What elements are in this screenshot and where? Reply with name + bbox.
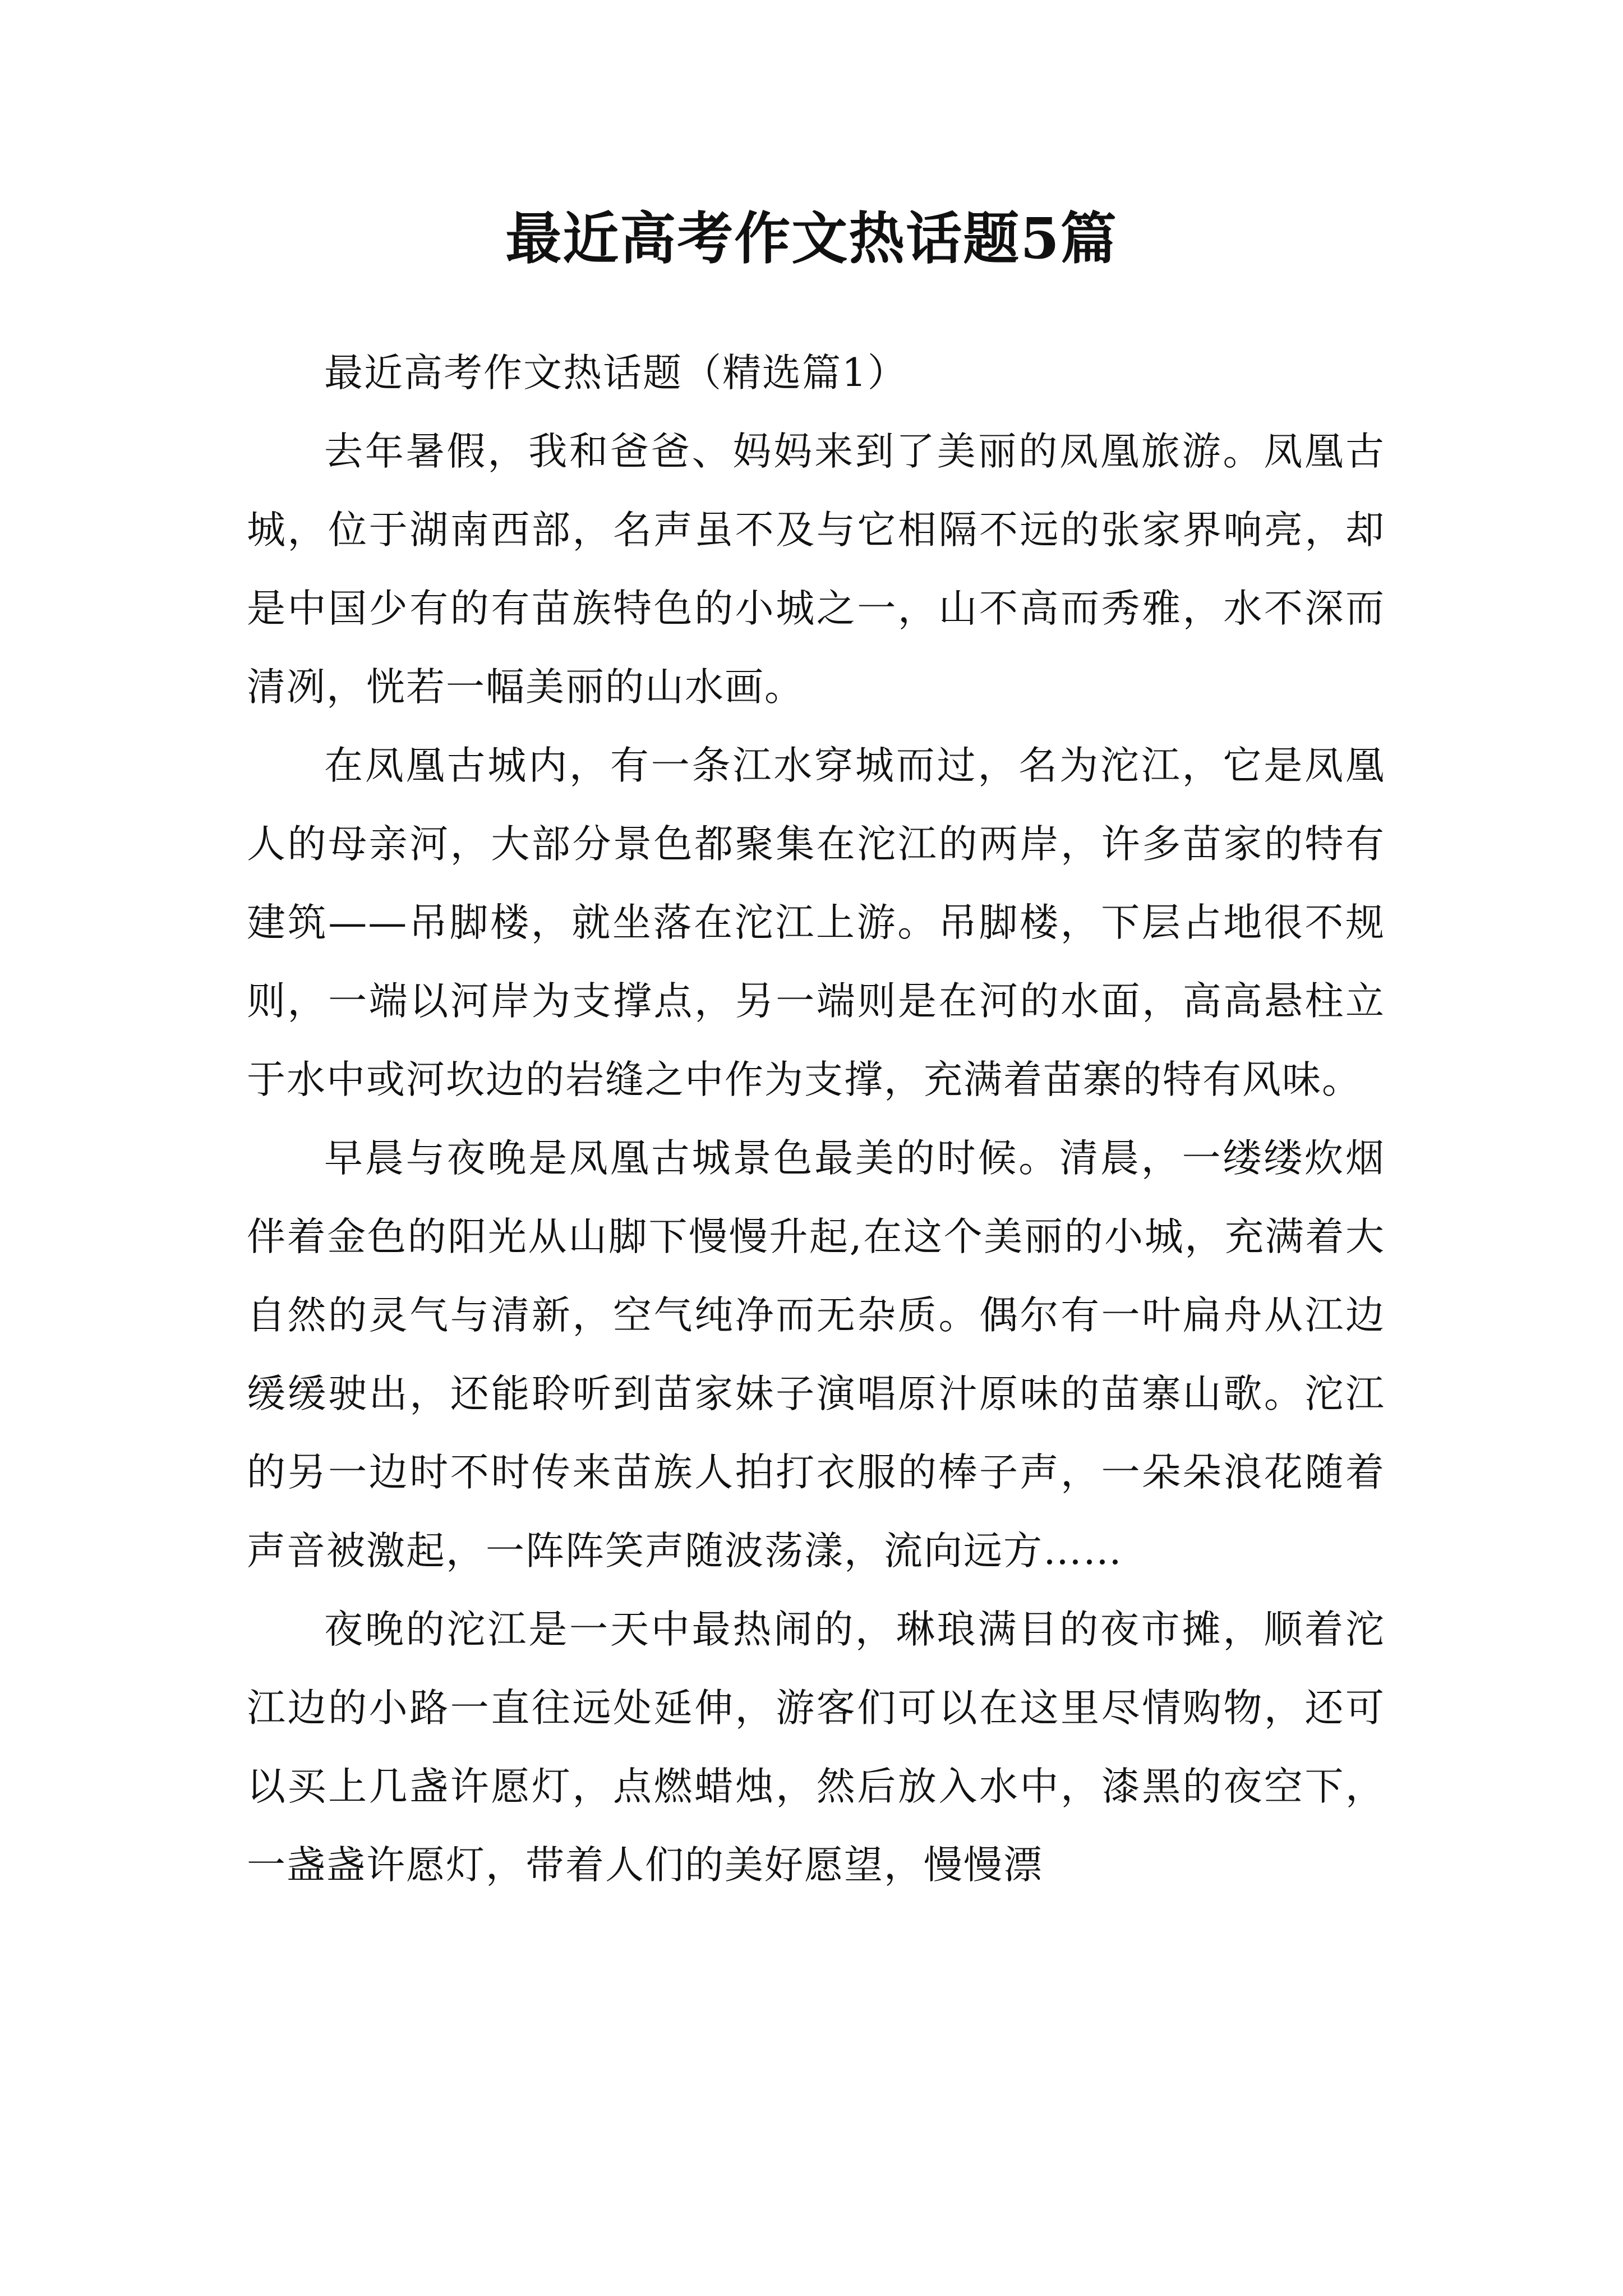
section-heading: 最近高考作文热话题（精选篇1）	[324, 351, 907, 395]
document-body	[247, 334, 1385, 1904]
paragraph-4: 夜晚的沱江是一天中最热闹的，琳琅满目的夜市摊，顺着沱江边的小路一直往远处延伸，游客们可以在这里尽情购物，还可以买上几盏许愿灯，点燃蜡烛，然后放入水中，漆黑的夜空下，一盏盏许愿灯，带着人们的美好愿望，慢慢漂	[247, 1607, 1385, 1888]
paragraph-3: 早晨与夜晚是凤凰古城景色最美的时候。清晨，一缕缕炊烟伴着金色的阳光从山脚下慢慢升起,在这个美丽的小城，充满着大自然的灵气与清新，空气纯净而无杂质。偶尔有一叶扁舟从江边缓缓驶出，还能聆听到苗家妹子演唱原汁原味的苗寨山歌。沱江的另一边时不时传来苗族人拍打衣服的棒子声，一朵朵浪花随着声音被激起，一阵阵笑声随波荡漾，流向远方……	[247, 1136, 1385, 1573]
paragraph-1: 去年暑假，我和爸爸、妈妈来到了美丽的凤凰旅游。凤凰古城，位于湖南西部，名声虽不及与它相隔不远的张家界响亮，却是中国少有的有苗族特色的小城之一，山不高而秀雅，水不深而清冽，恍若一幅美丽的山水画。	[247, 429, 1385, 710]
paragraph-2: 在凤凰古城内，有一条江水穿城而过，名为沱江，它是凤凰人的母亲河，大部分景色都聚集在沱江的两岸，许多苗家的特有建筑——吊脚楼，就坐落在沱江上游。吊脚楼，下层占地很不规则，一端以河岸为支撑点，另一端则是在河的水面，高高悬柱立于水中或河坎边的岩缝之中作为支撑，充满着苗寨的特有风味。	[247, 743, 1385, 1102]
document-title: 最近高考作文热话题5篇	[505, 205, 1118, 272]
